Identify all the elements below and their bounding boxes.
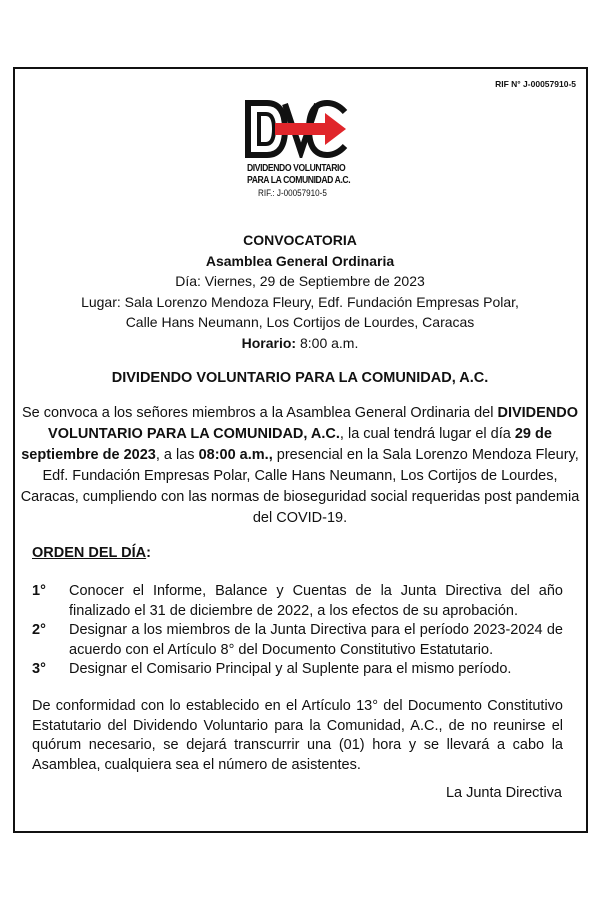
logo-name-line1: DIVIDENDO VOLUNTARIO [247,162,346,174]
paragraph-org-name: DIVIDENDO VOLUNTARIO PARA LA COMUNIDAD, A.C. [48,405,579,442]
signature: La Junta Directiva [445,785,562,801]
agenda-item-text: Designar a los miembros de la Junta Directiva para el período 2023-2024 de acuerdo con el Artículo 8° del Documento Constitutivo Estatutario. [69,622,563,658]
notice-time-value: 8:00 a.m. [296,334,359,351]
closing-paragraph: De conformidad con lo establecido en el Artículo 13° del Documento Constitutivo Estatutario del Dividendo Voluntario para la Comunidad, A.C., de no reunirse el quórum necesario, se dejará transcurrir una (01) hora y se llevará a cabo la Asamblea, cualquiera sea el número de asistentes. [32,698,563,773]
agenda-item-number: 3° [32,661,46,677]
paragraph-text-2: , la cual tendrá lugar el día [339,426,515,442]
rif-number: RIF N° J-00057910-5 [495,79,576,89]
paragraph-time: 08:00 a.m., [198,447,273,463]
notice-time-label: Horario: [241,334,297,351]
paragraph-text-1: Se convoca a los señores miembros a la Asamblea General Ordinaria del [21,405,498,421]
agenda-item-text: Designar el Comisario Principal y al Suplente para el mismo período. [69,661,512,677]
notice-place-line1: Lugar: Sala Lorenzo Mendoza Fleury, Edf. Fundación Empresas Polar, [81,293,519,310]
agenda-item [32,660,563,680]
agenda-item [32,582,563,621]
agenda-item-number: 2° [32,622,46,638]
agenda-item [32,621,563,660]
notice-time [20,333,580,354]
organization-logo [236,100,356,198]
paragraph-text-3: , a las [155,447,199,463]
logo-rif: RIF.: J-00057910-5 [258,188,327,198]
agenda-item-number: 1° [32,583,46,599]
agenda-heading-colon: : [146,545,151,561]
notice-subtitle: Asamblea General Ordinaria [205,252,395,269]
notice-header [20,230,580,353]
paragraph-text-4: presencial en la Sala Lorenzo Mendoza Fleury, Edf. Fundación Empresas Polar, Calle Hans Neumann, Los Cortijos de Lourdes, Caracas, cumpliendo con las normas de bioseguridad social requeridas post pandemia del COVID-19. [20,447,580,526]
notice-day: Día: Viernes, 29 de Septiembre de 2023 [175,273,425,289]
agenda-heading-text: ORDEN DEL DÍA [32,545,147,561]
paragraph-date: 29 de septiembre de 2023 [21,426,552,463]
agenda-item-text: Conocer el Informe, Balance y Cuentas de la Junta Directiva del año finalizado el 31 de diciembre de 2022, a los efectos de su aprobación. [69,583,563,619]
notice-title: CONVOCATORIA [243,232,357,248]
logo-name-line2: PARA LA COMUNIDAD A.C. [247,174,351,186]
convocation-paragraph [20,403,580,529]
dvc-logo-mark-icon [245,100,349,158]
organization-title: DIVIDENDO VOLUNTARIO PARA LA COMUNIDAD, A.C. [111,370,489,386]
agenda-heading [32,545,151,561]
notice-place-line2: Calle Hans Neumann, Los Cortijos de Lourdes, Caracas [125,314,475,330]
